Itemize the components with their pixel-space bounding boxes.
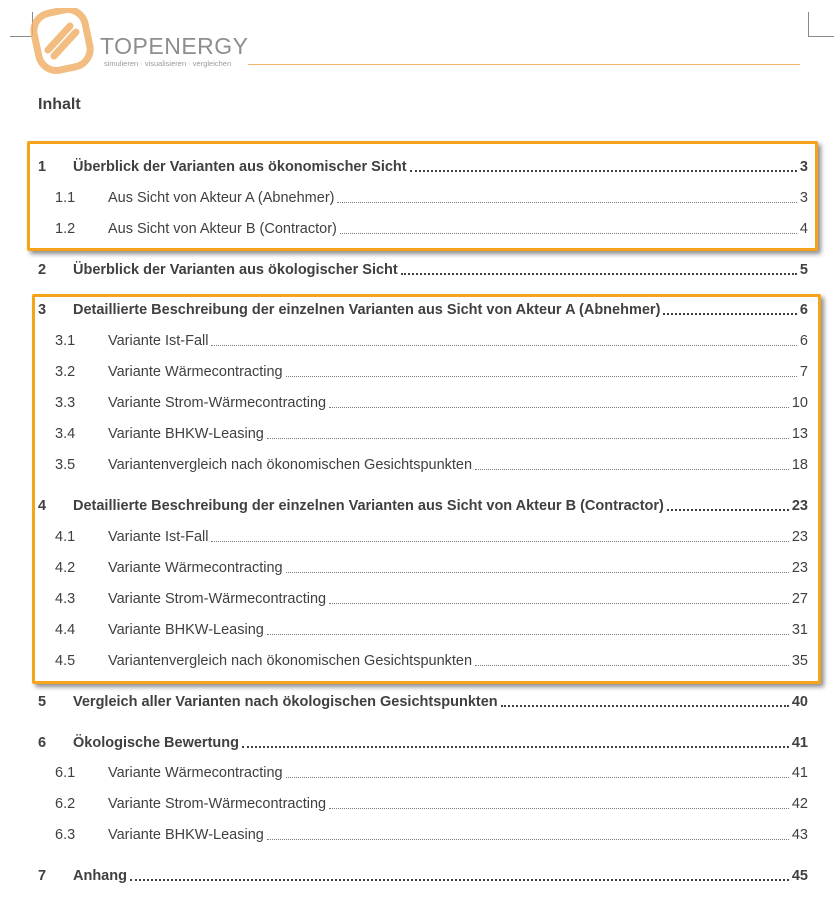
toc-entry-4-4[interactable] — [38, 620, 808, 640]
toc-entry-title: Variante BHKW-Leasing — [108, 827, 264, 843]
toc-entry-page-number: 23 — [791, 560, 808, 576]
toc-entry-4-3[interactable] — [38, 589, 808, 609]
toc-entry-title: Variante Wärmecontracting — [108, 765, 283, 781]
toc-entry-page-number: 42 — [791, 796, 808, 812]
toc-entry-title: Variante Wärmecontracting — [108, 364, 283, 380]
company-logo — [30, 8, 810, 78]
toc-entry-number: 2 — [38, 262, 47, 278]
toc-entry-number: 4.4 — [55, 622, 76, 638]
toc-entry-title: Variante Strom-Wärmecontracting — [108, 395, 327, 411]
toc-entry-1-1[interactable] — [38, 188, 808, 208]
toc-dot-leader — [286, 777, 789, 778]
toc-entry-number: 3.4 — [55, 426, 76, 442]
toc-entry-number: 3.2 — [55, 364, 76, 380]
toc-entry-2[interactable] — [38, 260, 808, 280]
toc-dot-leader — [475, 469, 789, 470]
toc-entry-6-1[interactable] — [38, 763, 808, 783]
toc-entry-title: Variantenvergleich nach ökonomischen Gesichtspunkten — [108, 457, 473, 473]
toc-entry-page-number: 6 — [799, 333, 808, 349]
toc-entry-page-number: 40 — [791, 694, 808, 710]
toc-dot-leader — [211, 541, 788, 542]
toc-entry-title: Variante Wärmecontracting — [108, 560, 283, 576]
toc-entry-title: Variante Strom-Wärmecontracting — [108, 796, 327, 812]
toc-dot-leader — [410, 170, 797, 172]
toc-entry-number: 6 — [38, 735, 47, 751]
toc-dot-leader — [401, 273, 797, 275]
toc-entry-page-number: 13 — [791, 426, 808, 442]
toc-entry-page-number: 23 — [791, 529, 808, 545]
toc-entry-number: 1.2 — [55, 221, 76, 237]
brand-tagline: simulieren · visualisieren · vergleichen — [104, 59, 232, 68]
brand-name — [100, 33, 249, 60]
toc-entry-title: Variantenvergleich nach ökonomischen Gesichtspunkten — [108, 653, 473, 669]
toc-dot-leader — [667, 509, 789, 511]
toc-entry-number: 7 — [38, 868, 47, 884]
toc-entry-title: Überblick der Varianten aus ökonomischer Sicht — [73, 159, 407, 175]
toc-entry-number: 1 — [38, 159, 47, 175]
toc-entry-title: Aus Sicht von Akteur A (Abnehmer) — [108, 190, 335, 206]
toc-entry-number: 4 — [38, 498, 47, 514]
toc-entry-page-number: 3 — [799, 190, 808, 206]
toc-dot-leader — [211, 345, 796, 346]
toc-entry-number: 4.5 — [55, 653, 76, 669]
toc-dot-leader — [663, 313, 797, 315]
toc-entry-3[interactable] — [38, 300, 808, 320]
brand-name-energy: ENERGY — [148, 33, 249, 59]
toc-entry-1-2[interactable] — [38, 219, 808, 239]
toc-entry-7[interactable] — [38, 866, 808, 886]
toc-entry-title: Variante Strom-Wärmecontracting — [108, 591, 327, 607]
toc-dot-leader — [267, 438, 789, 439]
toc-entry-number: 6.3 — [55, 827, 76, 843]
toc-entry-6[interactable] — [38, 733, 808, 753]
toc-entry-title: Variante Ist-Fall — [108, 529, 209, 545]
toc-dot-leader — [242, 746, 789, 748]
toc-entry-page-number: 4 — [799, 221, 808, 237]
toc-entry-3-4[interactable] — [38, 424, 808, 444]
toc-dot-leader — [475, 665, 789, 666]
toc-entry-4-5[interactable] — [38, 651, 808, 671]
toc-entry-4-1[interactable] — [38, 527, 808, 547]
toc-dot-leader — [267, 634, 789, 635]
toc-entry-page-number: 27 — [791, 591, 808, 607]
toc-entry-6-3[interactable] — [38, 825, 808, 845]
toc-entry-title: Überblick der Varianten aus ökologischer Sicht — [73, 262, 398, 278]
toc-entry-number: 4.1 — [55, 529, 76, 545]
crop-mark-left-horizontal — [10, 36, 32, 37]
toc-entry-4-2[interactable] — [38, 558, 808, 578]
toc-entry-3-2[interactable] — [38, 362, 808, 382]
topenergy-logo-mark-icon — [30, 8, 94, 74]
toc-entry-number: 3.3 — [55, 395, 76, 411]
toc-entry-page-number: 7 — [799, 364, 808, 380]
toc-entry-page-number: 6 — [799, 302, 808, 318]
toc-entry-page-number: 10 — [791, 395, 808, 411]
toc-entry-title: Variante BHKW-Leasing — [108, 426, 264, 442]
toc-entry-title: Vergleich aller Varianten nach ökologischen Gesichtspunkten — [73, 694, 498, 710]
crop-mark-right-horizontal — [808, 36, 834, 37]
toc-entry-page-number: 35 — [791, 653, 808, 669]
toc-entry-page-number: 23 — [791, 498, 808, 514]
toc-entry-page-number: 3 — [799, 159, 808, 175]
toc-entry-title: Variante Ist-Fall — [108, 333, 209, 349]
toc-entry-title: Aus Sicht von Akteur B (Contractor) — [108, 221, 337, 237]
toc-entry-title: Detaillierte Beschreibung der einzelnen Varianten aus Sicht von Akteur A (Abnehmer) — [73, 302, 661, 318]
toc-entry-page-number: 41 — [791, 765, 808, 781]
toc-entry-number: 3.5 — [55, 457, 76, 473]
toc-heading: Inhalt — [38, 96, 81, 113]
toc-entry-1[interactable] — [38, 157, 808, 177]
toc-entry-number: 6.2 — [55, 796, 76, 812]
toc-entry-page-number: 18 — [791, 457, 808, 473]
toc-dot-leader — [501, 705, 789, 707]
toc-dot-leader — [329, 603, 789, 604]
toc-dot-leader — [340, 233, 797, 234]
header-divider — [248, 64, 800, 65]
toc-dot-leader — [329, 407, 789, 408]
toc-dot-leader — [267, 839, 789, 840]
toc-entry-page-number: 5 — [799, 262, 808, 278]
toc-entry-number: 3 — [38, 302, 47, 318]
toc-dot-leader — [286, 572, 789, 573]
toc-entry-3-3[interactable] — [38, 393, 808, 413]
toc-entry-page-number: 31 — [791, 622, 808, 638]
toc-entry-number: 6.1 — [55, 765, 76, 781]
toc-entry-title: Detaillierte Beschreibung der einzelnen Varianten aus Sicht von Akteur B (Contractor) — [73, 498, 664, 514]
toc-entry-3-1[interactable] — [38, 331, 808, 351]
toc-entry-title: Variante BHKW-Leasing — [108, 622, 264, 638]
toc-entry-title: Ökologische Bewertung — [73, 735, 239, 751]
toc-entry-number: 4.3 — [55, 591, 76, 607]
toc-entry-6-2[interactable] — [38, 794, 808, 814]
toc-dot-leader — [130, 879, 789, 881]
toc-entry-number: 5 — [38, 694, 47, 710]
brand-name-top: TOP — [100, 33, 149, 59]
toc-dot-leader — [286, 376, 797, 377]
toc-entry-title: Anhang — [73, 868, 127, 884]
toc-entry-page-number: 41 — [791, 735, 808, 751]
toc-dot-leader — [337, 202, 796, 203]
toc-entry-number: 4.2 — [55, 560, 76, 576]
toc-entry-5[interactable] — [38, 692, 808, 712]
toc-entry-number: 1.1 — [55, 190, 76, 206]
toc-entry-4[interactable] — [38, 496, 808, 516]
toc-entry-page-number: 45 — [791, 868, 808, 884]
toc-entry-page-number: 43 — [791, 827, 808, 843]
toc-dot-leader — [329, 808, 789, 809]
toc-entry-3-5[interactable] — [38, 455, 808, 475]
toc-entry-number: 3.1 — [55, 333, 76, 349]
